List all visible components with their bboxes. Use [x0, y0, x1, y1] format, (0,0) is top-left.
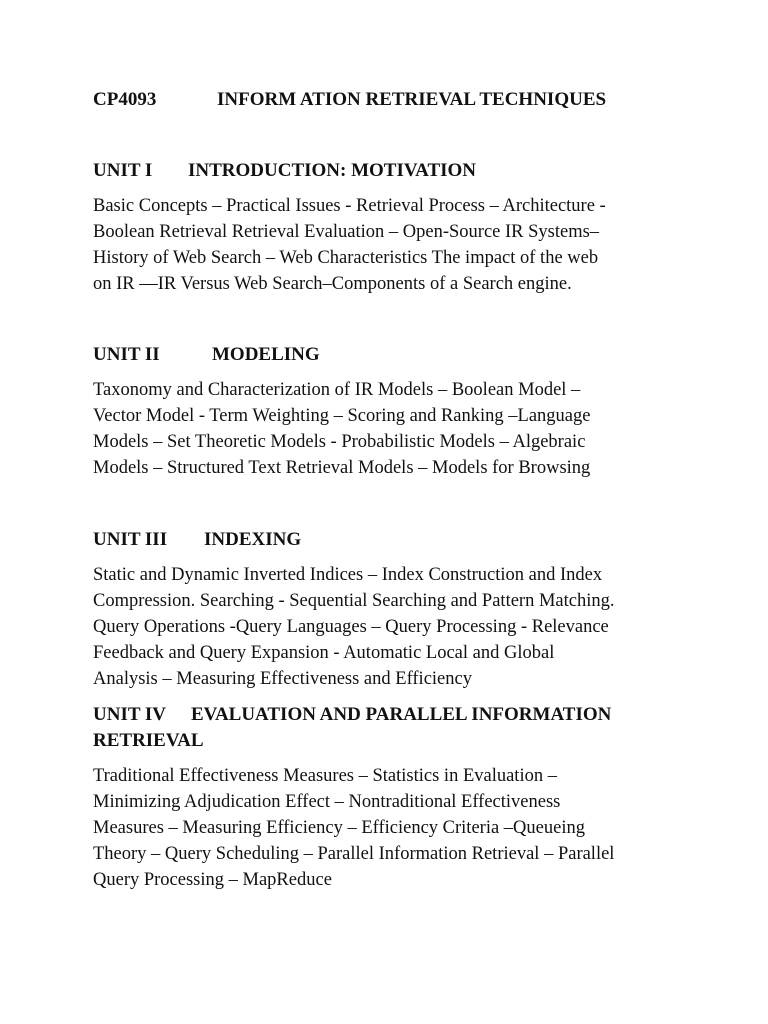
course-heading [93, 87, 606, 113]
unit-1-line: Boolean Retrieval Retrieval Evaluation – Open-Source IR Systems– [93, 222, 600, 242]
unit-4-title-line-2: RETRIEVAL [93, 730, 204, 751]
unit-2-title: MODELING [212, 344, 320, 365]
unit-3-line: Query Operations -Query Languages – Query Processing - Relevance [93, 617, 609, 637]
unit-3-line: Analysis – Measuring Effectiveness and Efficiency [93, 669, 472, 689]
unit-4-label: UNIT IV [93, 704, 167, 725]
unit-3-line: Compression. Searching - Sequential Searching and Pattern Matching. [93, 591, 615, 611]
unit-4-heading [93, 702, 683, 754]
unit-2-label: UNIT II [93, 344, 160, 365]
unit-3-content [93, 562, 693, 692]
unit-4-content [93, 763, 693, 893]
unit-1-line: on IR —IR Versus Web Search–Components of a Search engine. [93, 274, 572, 294]
unit-4-line: Minimizing Adjudication Effect – Nontraditional Effectiveness [93, 792, 561, 812]
unit-2-line: Models – Structured Text Retrieval Models – Models for Browsing [93, 458, 591, 478]
unit-2-line: Vector Model - Term Weighting – Scoring and Ranking –Language [93, 406, 591, 426]
unit-2-heading [93, 342, 320, 368]
unit-1-label: UNIT I [93, 160, 153, 181]
course-title: INFORM ATION RETRIEVAL TECHNIQUES [217, 89, 607, 110]
unit-1-heading [93, 158, 476, 184]
unit-2-line: Models – Set Theoretic Models - Probabilistic Models – Algebraic [93, 432, 586, 452]
course-code: CP4093 [93, 89, 157, 110]
unit-3-label: UNIT III [93, 529, 168, 550]
unit-4-line: Measures – Measuring Efficiency – Efficiency Criteria –Queueing [93, 818, 585, 838]
unit-2-content [93, 377, 693, 481]
unit-1-title: INTRODUCTION: MOTIVATION [188, 160, 477, 181]
unit-3-line: Feedback and Query Expansion - Automatic Local and Global [93, 643, 555, 663]
unit-3-line: Static and Dynamic Inverted Indices – Index Construction and Index [93, 565, 603, 585]
unit-1-line: History of Web Search – Web Characteristics The impact of the web [93, 248, 599, 268]
unit-1-line: Basic Concepts – Practical Issues - Retrieval Process – Architecture - [93, 196, 606, 216]
unit-1-content [93, 193, 693, 297]
unit-3-heading [93, 527, 301, 553]
unit-4-line: Query Processing – MapReduce [93, 870, 332, 890]
unit-4-line: Theory – Query Scheduling – Parallel Information Retrieval – Parallel [93, 844, 615, 864]
unit-2-line: Taxonomy and Characterization of IR Models – Boolean Model – [93, 380, 581, 400]
unit-4-title-line-1: EVALUATION AND PARALLEL INFORMATION [191, 704, 612, 725]
unit-3-title: INDEXING [204, 529, 302, 550]
unit-4-line: Traditional Effectiveness Measures – Statistics in Evaluation – [93, 766, 557, 786]
